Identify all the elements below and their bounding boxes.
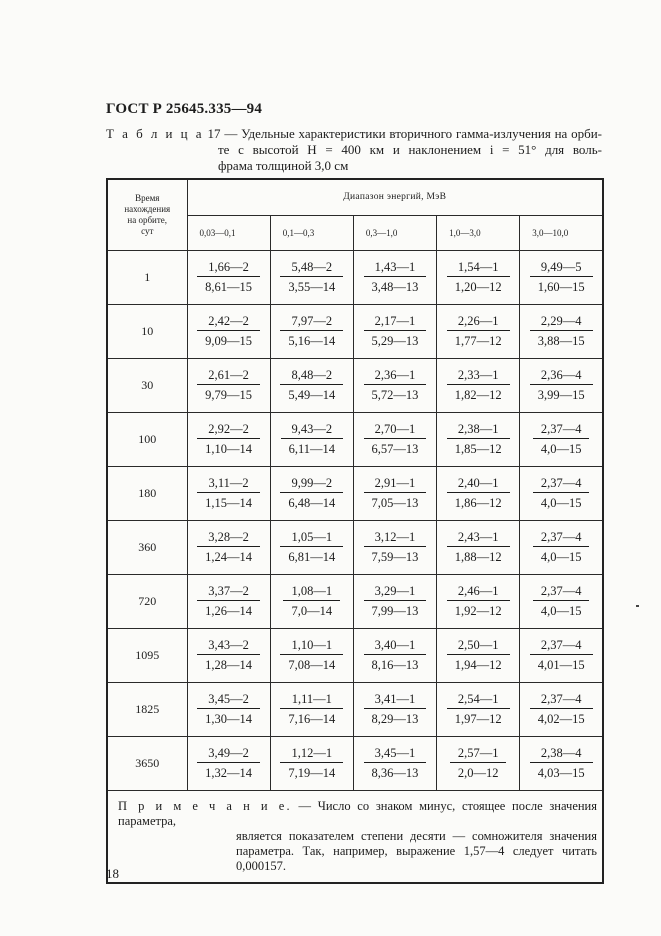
value-cell xyxy=(187,683,270,737)
value-cell xyxy=(437,251,520,305)
value-cell xyxy=(353,251,436,305)
fraction-value xyxy=(203,260,254,294)
numerator: 2,17—1 xyxy=(374,313,416,328)
denominator: 1,85—12 xyxy=(454,441,502,456)
value-cell xyxy=(353,575,436,629)
denominator: 1,20—12 xyxy=(454,279,502,294)
fraction-bar xyxy=(197,600,260,601)
denominator: 5,49—14 xyxy=(288,387,336,402)
fraction-value xyxy=(453,584,504,618)
numerator: 2,33—1 xyxy=(457,367,499,382)
value-cell xyxy=(437,305,520,359)
time-value: 1825 xyxy=(107,683,187,737)
numerator: 2,37—4 xyxy=(540,475,582,490)
energy-band-header: 0,03—0,1 xyxy=(187,215,270,251)
fraction-value xyxy=(286,638,337,672)
value-cell xyxy=(353,359,436,413)
fraction-value xyxy=(539,476,584,510)
denominator: 4,0—15 xyxy=(540,549,582,564)
denominator: 7,99—13 xyxy=(371,603,419,618)
table-row xyxy=(107,521,603,575)
denominator: 3,48—13 xyxy=(371,279,419,294)
fraction-value xyxy=(287,422,337,456)
scan-speck xyxy=(636,605,639,607)
table-row xyxy=(107,251,603,305)
numerator: 2,37—4 xyxy=(540,421,582,436)
caption-number: 17 xyxy=(207,126,221,141)
note-text-1: — Число со знаком минус, стоящее после значения параметра, xyxy=(118,799,598,828)
fraction-bar xyxy=(364,708,427,709)
fraction-value xyxy=(536,638,587,672)
fraction-bar xyxy=(197,330,260,331)
numerator: 2,92—2 xyxy=(208,421,249,436)
numerator: 9,49—5 xyxy=(540,259,582,274)
value-cell xyxy=(270,683,353,737)
value-cell xyxy=(187,413,270,467)
fraction-value xyxy=(453,314,504,348)
fraction-value xyxy=(203,746,254,780)
denominator: 7,19—14 xyxy=(288,765,336,780)
numerator: 3,45—2 xyxy=(208,691,249,706)
fraction-bar xyxy=(447,276,510,277)
fraction-value xyxy=(203,638,254,672)
denominator: 1,82—12 xyxy=(454,387,502,402)
denominator: 1,97—12 xyxy=(454,711,502,726)
numerator: 2,37—4 xyxy=(540,529,582,544)
fraction-value xyxy=(536,692,587,726)
fraction-bar xyxy=(530,654,593,655)
fraction-value xyxy=(370,530,421,564)
denominator: 1,26—14 xyxy=(205,603,253,618)
numerator: 2,37—4 xyxy=(540,583,582,598)
denominator: 7,0—14 xyxy=(291,603,333,618)
value-cell xyxy=(353,737,436,791)
denominator: 1,92—12 xyxy=(454,603,502,618)
denominator: 1,28—14 xyxy=(205,657,253,672)
numerator: 2,37—4 xyxy=(540,691,582,706)
denominator: 3,55—14 xyxy=(288,279,336,294)
time-value: 100 xyxy=(107,413,187,467)
value-cell xyxy=(270,521,353,575)
numerator: 2,61—2 xyxy=(208,367,249,382)
denominator: 5,72—13 xyxy=(371,387,419,402)
table-row xyxy=(107,359,603,413)
value-cell xyxy=(520,683,603,737)
denominator: 4,0—15 xyxy=(540,603,582,618)
energy-range-header: Диапазон энергий, МэВ xyxy=(187,179,603,215)
note-text-2: является показателем степени десяти — сомножителя значения параметра. Так, например, выражение 1,57—4 следует читать 0,000157. xyxy=(236,829,597,873)
fraction-bar xyxy=(280,276,343,277)
denominator: 1,60—15 xyxy=(537,279,585,294)
value-cell xyxy=(353,629,436,683)
fraction-bar xyxy=(364,276,427,277)
fraction-bar xyxy=(447,492,510,493)
numerator: 2,38—1 xyxy=(457,421,499,436)
denominator: 7,08—14 xyxy=(288,657,336,672)
fraction-value xyxy=(286,530,337,564)
fraction-bar xyxy=(197,384,260,385)
denominator: 4,01—15 xyxy=(537,657,585,672)
value-cell xyxy=(187,737,270,791)
fraction-value xyxy=(286,692,337,726)
value-cell xyxy=(353,467,436,521)
fraction-value xyxy=(286,260,337,294)
denominator: 2,0—12 xyxy=(457,765,499,780)
fraction-value xyxy=(453,476,504,510)
fraction-value xyxy=(203,530,254,564)
denominator: 1,30—14 xyxy=(205,711,253,726)
value-cell xyxy=(520,467,603,521)
fraction-bar xyxy=(364,384,427,385)
value-cell xyxy=(270,251,353,305)
fraction-value xyxy=(536,314,587,348)
fraction-bar xyxy=(447,438,510,439)
fraction-value xyxy=(203,314,254,348)
denominator: 7,05—13 xyxy=(371,495,419,510)
numerator: 3,41—1 xyxy=(374,691,416,706)
denominator: 1,94—12 xyxy=(454,657,502,672)
table-row xyxy=(107,467,603,521)
fraction-bar xyxy=(364,438,427,439)
fraction-value xyxy=(453,530,504,564)
fraction-bar xyxy=(364,762,427,763)
fraction-value xyxy=(539,584,584,618)
fraction-value xyxy=(286,476,337,510)
denominator: 6,11—14 xyxy=(288,441,335,456)
fraction-value xyxy=(370,692,421,726)
value-cell xyxy=(437,737,520,791)
value-cell xyxy=(270,467,353,521)
fraction-bar xyxy=(280,492,343,493)
fraction-bar xyxy=(364,600,427,601)
fraction-value xyxy=(370,584,421,618)
denominator: 4,0—15 xyxy=(540,441,582,456)
numerator: 1,12—1 xyxy=(291,745,333,760)
time-value: 3650 xyxy=(107,737,187,791)
energy-band-header: 0,1—0,3 xyxy=(270,215,353,251)
fraction-value xyxy=(453,638,504,672)
fraction-bar xyxy=(280,654,343,655)
denominator: 1,77—12 xyxy=(454,333,502,348)
value-cell xyxy=(270,413,353,467)
fraction-bar xyxy=(450,762,507,763)
caption-line3: фрама толщиной 3,0 см xyxy=(218,158,349,173)
numerator: 2,29—4 xyxy=(540,313,582,328)
fraction-value xyxy=(286,368,337,402)
value-cell xyxy=(520,737,603,791)
fraction-bar xyxy=(280,330,343,331)
denominator: 4,03—15 xyxy=(537,765,585,780)
numerator: 9,43—2 xyxy=(291,421,333,436)
fraction-bar xyxy=(197,276,260,277)
fraction-value xyxy=(453,422,504,456)
fraction-value xyxy=(536,746,587,780)
numerator: 1,10—1 xyxy=(291,637,333,652)
time-value: 10 xyxy=(107,305,187,359)
numerator: 2,42—2 xyxy=(208,313,249,328)
fraction-bar xyxy=(447,708,510,709)
numerator: 1,66—2 xyxy=(208,259,249,274)
fraction-value xyxy=(539,530,584,564)
time-header: Время нахождения на орбите, сут xyxy=(107,179,187,251)
value-cell xyxy=(353,683,436,737)
numerator: 7,97—2 xyxy=(291,313,333,328)
denominator: 9,09—15 xyxy=(205,333,253,348)
time-value: 720 xyxy=(107,575,187,629)
fraction-value xyxy=(203,692,254,726)
numerator: 1,05—1 xyxy=(291,529,333,544)
numerator: 9,99—2 xyxy=(291,475,333,490)
fraction-bar xyxy=(197,438,260,439)
table-row xyxy=(107,737,603,791)
fraction-bar xyxy=(197,762,260,763)
value-cell xyxy=(353,521,436,575)
value-cell xyxy=(437,521,520,575)
value-cell xyxy=(520,521,603,575)
value-cell xyxy=(187,521,270,575)
numerator: 3,37—2 xyxy=(208,583,249,598)
denominator: 1,88—12 xyxy=(454,549,502,564)
value-cell xyxy=(187,251,270,305)
numerator: 2,36—4 xyxy=(540,367,582,382)
denominator: 6,57—13 xyxy=(371,441,419,456)
fraction-value xyxy=(453,368,504,402)
value-cell xyxy=(437,467,520,521)
value-cell xyxy=(520,305,603,359)
fraction-value xyxy=(536,368,587,402)
numerator: 2,54—1 xyxy=(457,691,499,706)
fraction-bar xyxy=(280,708,343,709)
data-table xyxy=(106,178,604,884)
denominator: 1,24—14 xyxy=(205,549,253,564)
denominator: 8,61—15 xyxy=(205,279,253,294)
numerator: 3,28—2 xyxy=(208,529,249,544)
time-value: 1095 xyxy=(107,629,187,683)
numerator: 3,45—1 xyxy=(374,745,416,760)
numerator: 3,11—2 xyxy=(208,475,249,490)
denominator: 4,02—15 xyxy=(537,711,585,726)
fraction-value xyxy=(536,260,587,294)
numerator: 2,36—1 xyxy=(374,367,416,382)
caption-line2: те с высотой H = 400 км и наклонением i = 51° для воль- xyxy=(218,142,602,157)
denominator: 5,29—13 xyxy=(371,333,419,348)
energy-band-header: 3,0—10,0 xyxy=(520,215,603,251)
table-caption xyxy=(106,126,602,174)
denominator: 9,79—15 xyxy=(205,387,253,402)
numerator: 8,48—2 xyxy=(291,367,333,382)
table-note xyxy=(107,791,603,884)
fraction-value xyxy=(370,260,421,294)
table-row xyxy=(107,305,603,359)
numerator: 2,91—1 xyxy=(374,475,416,490)
value-cell xyxy=(187,305,270,359)
value-cell xyxy=(270,305,353,359)
value-cell xyxy=(520,629,603,683)
numerator: 3,12—1 xyxy=(374,529,416,544)
numerator: 1,54—1 xyxy=(457,259,499,274)
time-value: 30 xyxy=(107,359,187,413)
numerator: 2,46—1 xyxy=(457,583,499,598)
caption-label: Т а б л и ц а xyxy=(106,126,204,141)
numerator: 2,26—1 xyxy=(457,313,499,328)
value-cell xyxy=(270,737,353,791)
fraction-bar xyxy=(533,600,590,601)
numerator: 2,37—4 xyxy=(540,637,582,652)
denominator: 1,32—14 xyxy=(205,765,253,780)
table-row xyxy=(107,683,603,737)
energy-band-header: 0,3—1,0 xyxy=(353,215,436,251)
numerator: 2,43—1 xyxy=(457,529,499,544)
time-value: 1 xyxy=(107,251,187,305)
value-cell xyxy=(520,251,603,305)
numerator: 2,57—1 xyxy=(457,745,499,760)
fraction-value xyxy=(370,314,421,348)
value-cell xyxy=(437,575,520,629)
time-value: 180 xyxy=(107,467,187,521)
numerator: 2,40—1 xyxy=(457,475,499,490)
fraction-bar xyxy=(364,654,427,655)
numerator: 1,08—1 xyxy=(291,583,333,598)
table-row xyxy=(107,629,603,683)
fraction-value xyxy=(370,476,421,510)
numerator: 3,29—1 xyxy=(374,583,416,598)
value-cell xyxy=(187,575,270,629)
value-cell xyxy=(437,413,520,467)
fraction-value xyxy=(370,422,421,456)
time-value: 360 xyxy=(107,521,187,575)
fraction-bar xyxy=(447,654,510,655)
fraction-bar xyxy=(530,708,593,709)
page-number: 18 xyxy=(106,866,119,881)
numerator: 3,40—1 xyxy=(374,637,416,652)
value-cell xyxy=(353,305,436,359)
numerator: 1,11—1 xyxy=(291,691,332,706)
fraction-value xyxy=(289,584,334,618)
fraction-value xyxy=(539,422,584,456)
value-cell xyxy=(187,359,270,413)
fraction-value xyxy=(370,368,421,402)
fraction-bar xyxy=(533,492,590,493)
value-cell xyxy=(270,575,353,629)
numerator: 3,43—2 xyxy=(208,637,249,652)
fraction-bar xyxy=(530,384,593,385)
fraction-bar xyxy=(447,330,510,331)
denominator: 1,10—14 xyxy=(205,441,253,456)
value-cell xyxy=(520,575,603,629)
fraction-bar xyxy=(530,762,593,763)
fraction-bar xyxy=(280,384,343,385)
table-row xyxy=(107,413,603,467)
value-cell xyxy=(437,683,520,737)
value-cell xyxy=(520,413,603,467)
denominator: 1,86—12 xyxy=(454,495,502,510)
numerator: 1,43—1 xyxy=(374,259,416,274)
denominator: 8,16—13 xyxy=(371,657,419,672)
fraction-bar xyxy=(197,546,260,547)
fraction-bar xyxy=(447,546,510,547)
fraction-bar xyxy=(530,276,593,277)
value-cell xyxy=(187,629,270,683)
fraction-value xyxy=(203,476,254,510)
fraction-value xyxy=(286,314,337,348)
fraction-bar xyxy=(364,330,427,331)
energy-band-header: 1,0—3,0 xyxy=(437,215,520,251)
denominator: 6,48—14 xyxy=(288,495,336,510)
fraction-bar xyxy=(197,492,260,493)
value-cell xyxy=(437,359,520,413)
fraction-bar xyxy=(533,438,590,439)
numerator: 2,38—4 xyxy=(540,745,582,760)
denominator: 7,59—13 xyxy=(371,549,419,564)
fraction-value xyxy=(370,746,421,780)
fraction-bar xyxy=(283,600,340,601)
document-code: ГОСТ Р 25645.335—94 xyxy=(106,101,263,117)
fraction-value xyxy=(456,746,501,780)
fraction-bar xyxy=(280,546,343,547)
fraction-bar xyxy=(447,384,510,385)
denominator: 7,16—14 xyxy=(288,711,336,726)
fraction-bar xyxy=(447,600,510,601)
denominator: 3,88—15 xyxy=(537,333,585,348)
numerator: 5,48—2 xyxy=(291,259,333,274)
fraction-bar xyxy=(530,330,593,331)
value-cell xyxy=(270,359,353,413)
table-row xyxy=(107,575,603,629)
fraction-bar xyxy=(197,654,260,655)
fraction-bar xyxy=(364,492,427,493)
value-cell xyxy=(520,359,603,413)
denominator: 6,81—14 xyxy=(288,549,336,564)
value-cell xyxy=(187,467,270,521)
denominator: 8,36—13 xyxy=(371,765,419,780)
numerator: 3,49—2 xyxy=(208,745,249,760)
fraction-value xyxy=(370,638,421,672)
numerator: 2,70—1 xyxy=(374,421,416,436)
fraction-bar xyxy=(280,762,343,763)
numerator: 2,50—1 xyxy=(457,637,499,652)
fraction-bar xyxy=(281,438,343,439)
denominator: 5,16—14 xyxy=(288,333,336,348)
fraction-value xyxy=(286,746,337,780)
denominator: 8,29—13 xyxy=(371,711,419,726)
value-cell xyxy=(437,629,520,683)
value-cell xyxy=(270,629,353,683)
fraction-bar xyxy=(197,708,260,709)
note-label: П р и м е ч а н и е. xyxy=(118,799,292,813)
value-cell xyxy=(353,413,436,467)
fraction-value xyxy=(453,260,504,294)
denominator: 1,15—14 xyxy=(205,495,253,510)
denominator: 4,0—15 xyxy=(540,495,582,510)
denominator: 3,99—15 xyxy=(537,387,585,402)
fraction-value xyxy=(203,368,254,402)
fraction-value xyxy=(203,584,254,618)
fraction-bar xyxy=(533,546,590,547)
fraction-value xyxy=(203,422,254,456)
fraction-value xyxy=(453,692,504,726)
caption-line1: — Удельные характеристики вторичного гамма-излучения на орби- xyxy=(220,126,602,141)
fraction-bar xyxy=(364,546,427,547)
